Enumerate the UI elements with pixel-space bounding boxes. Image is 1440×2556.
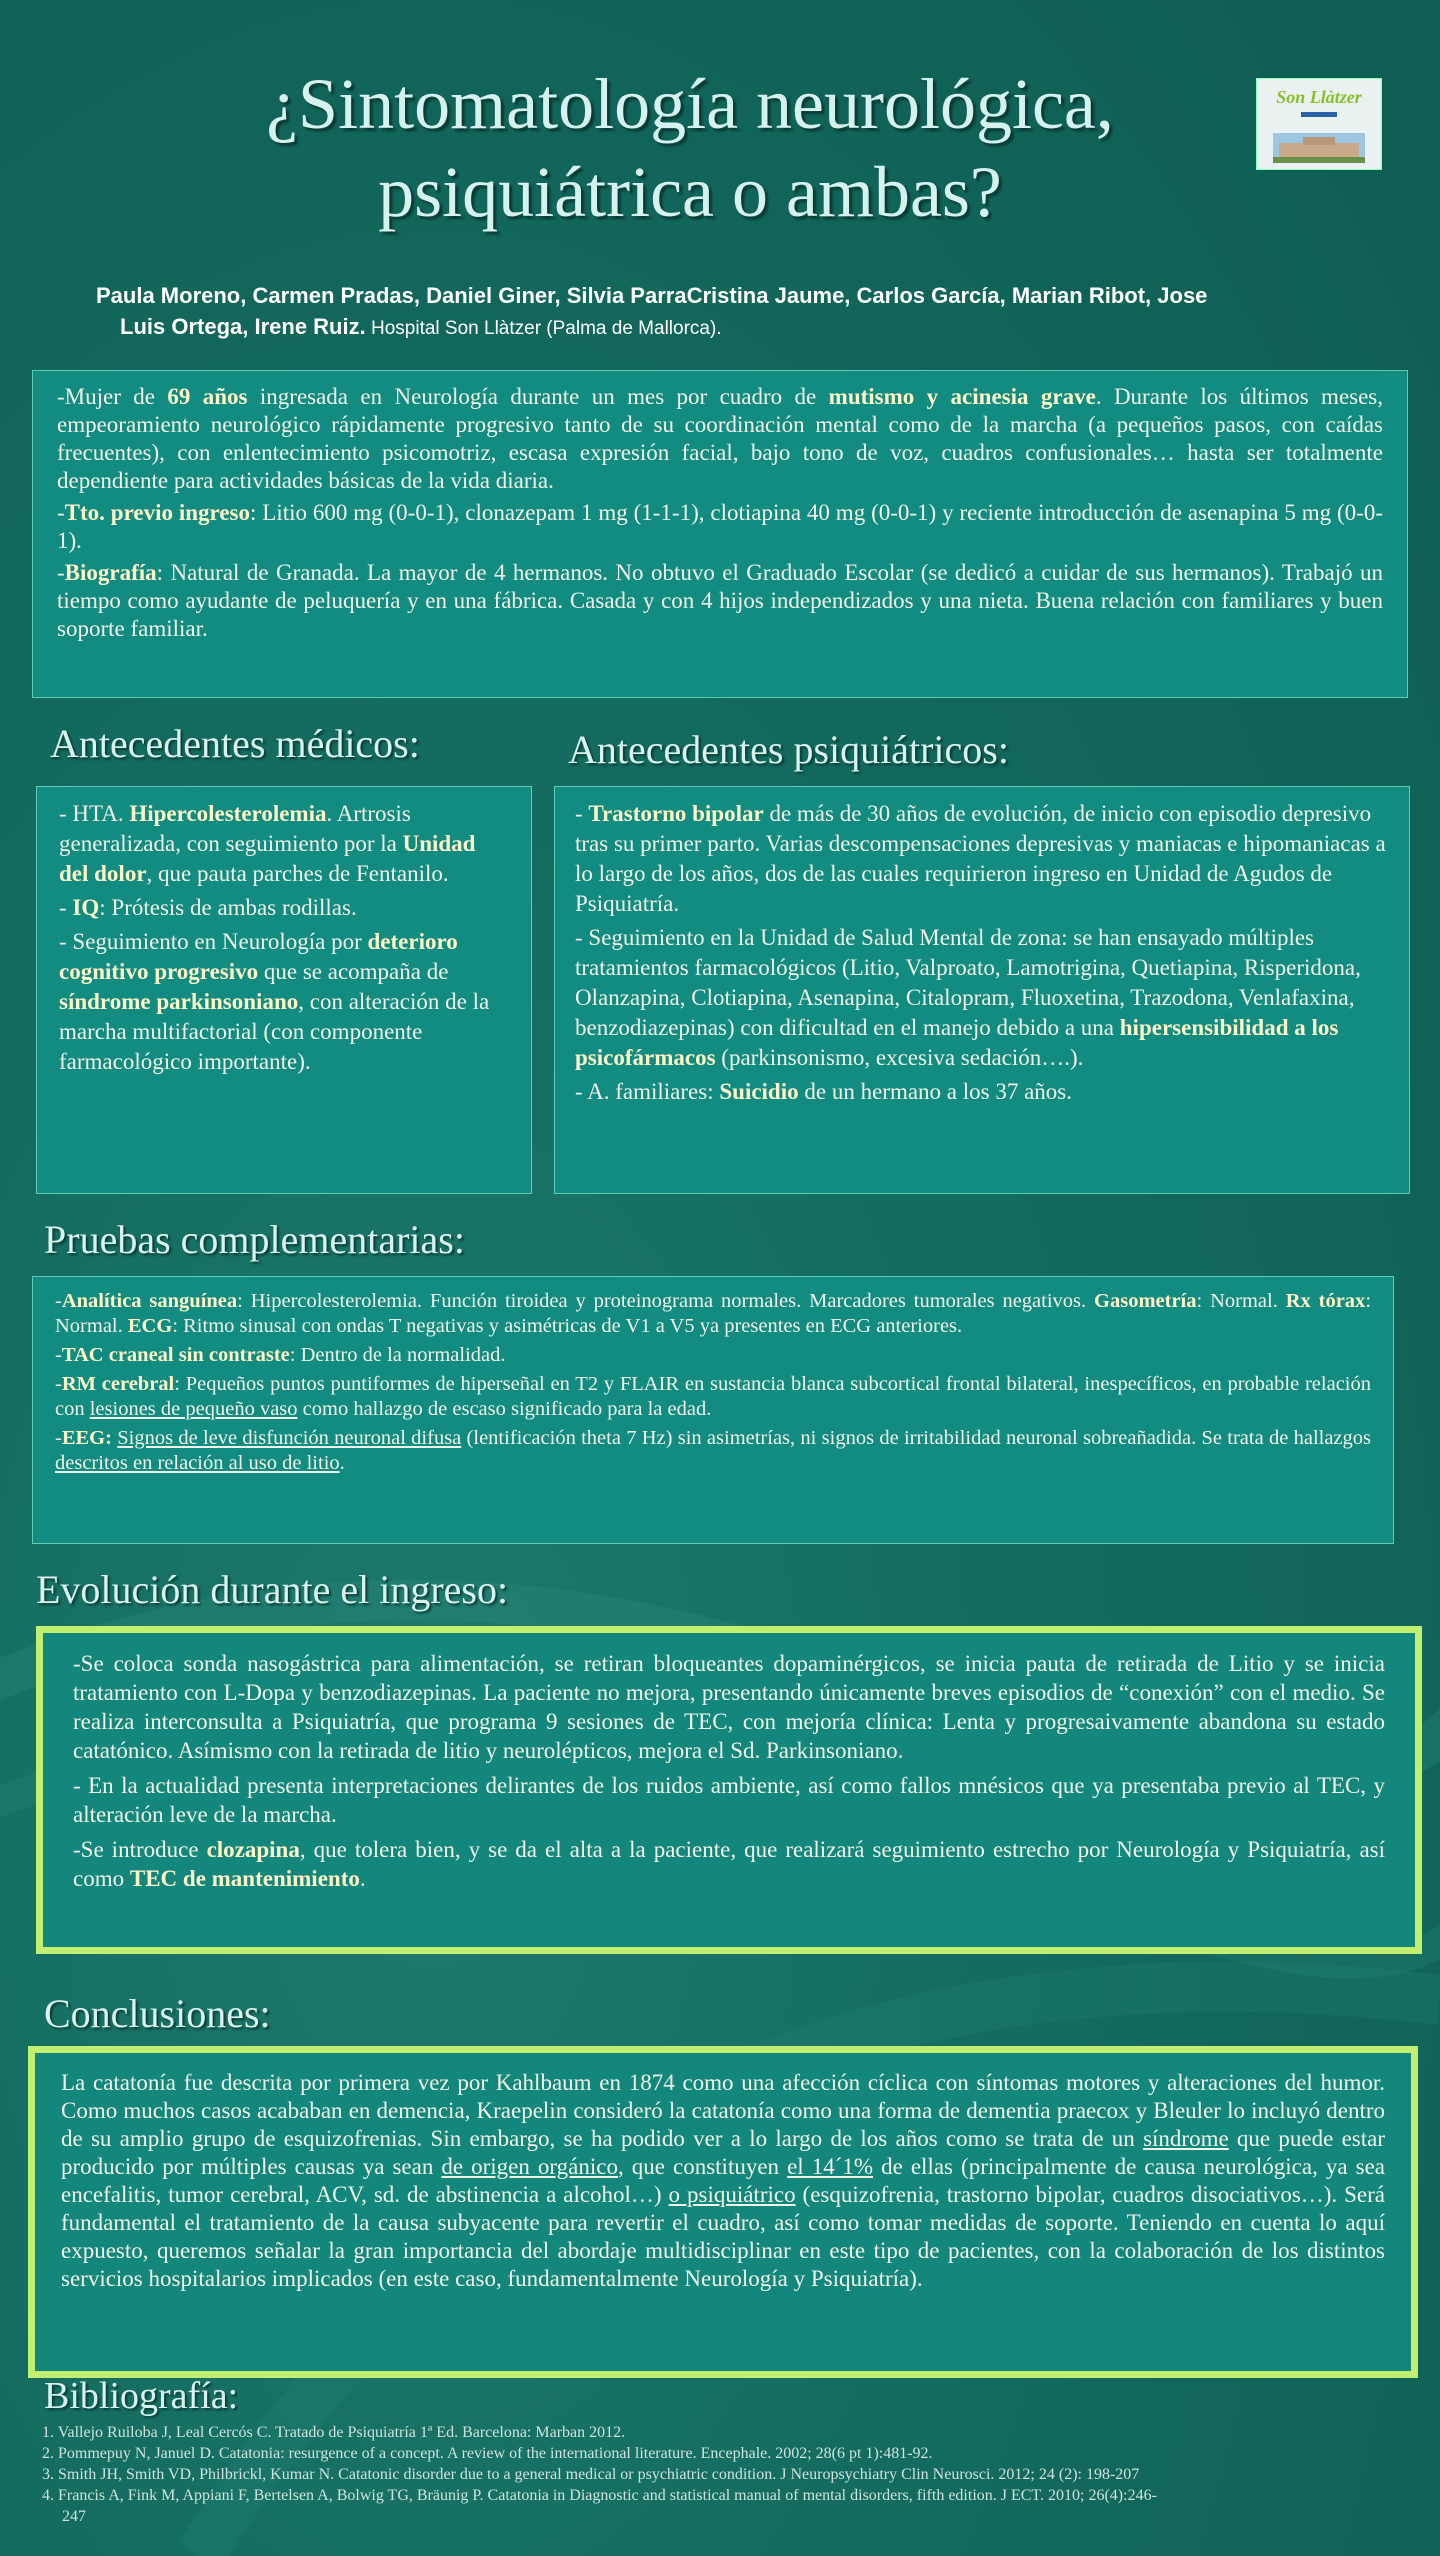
conclusiones-paragraph: La catatonía fue descrita por primera vez por Kahlbaum en 1874 como una afección cíclica con síntomas motores y alteraciones del humor. Como muchos casos acababan en demencia, Kraepelin consideró la catatonía como una forma de dementia praecox y Bleuler lo incluyó dentro de su amplio grupo de esquizofrenias. Sin embargo, se ha podido ver a lo largo de los años como se trata de un síndrome que puede estar producido por múltiples causas ya sean de origen orgánico, que constituyen el 14´1% de ellas (principalmente de causa neurológica, ya sea encefalitis, tumor cerebral, ACV, sd. de abstinencia a alcohol…) o psiquiátrico (esquizofrenia, trastorno bipolar, cuadros disociativos…). Será fundamental el tratamiento de la causa subyacente para revertir el cuadro, así como tomar medidas de soporte. Teniendo en cuenta lo aquí expuesto, queremos señalar la gran importancia del abordaje multidisciplinar en este tipo de pacientes, con la colaboración de los distintos servicios hospitalarios implicados (en este caso, fundamentalmente Neurología y Psiquiatría). [61, 2070, 1386, 2291]
logo-bar [1301, 112, 1337, 117]
antecedentes-medicos-box [36, 786, 532, 1194]
medicos-item-3: - Seguimiento en Neurología por deterioro cognitivo progresivo que se acompaña de síndrome parkinsoniano, con alteración de la marcha multifactorial (con componente farmacológico importante). [59, 929, 490, 1074]
authors [96, 280, 1356, 344]
authors-line-2: Luis Ortega, Irene Ruiz. [120, 314, 366, 339]
title-line-2: psiquiátrica o ambas? [378, 152, 1002, 232]
bibliography-list [42, 2422, 1422, 2527]
intro-paragraph-1: -Mujer de 69 años ingresada en Neurología durante un mes por cuadro de mutismo y acinesia grave. Durante los últimos meses, empeoramiento neurológico rápidamente progresivo tanto de su coordinación mental como de la marcha (a pequeños pasos, con caídas frecuentes), con enlentecimiento psicomotriz, escasa expresión facial, bajo tono de voz, cuadros confusionales… hasta ser totalmente dependiente para actividades básicas de la vida diaria. [57, 384, 1384, 493]
authors-line-1: Paula Moreno, Carmen Pradas, Daniel Giner, Silvia ParraCristina Jaume, Carlos García, Marian Ribot, Jose [96, 283, 1208, 308]
pruebas-paragraph-2: -TAC craneal sin contraste: Dentro de la normalidad. [55, 1344, 506, 1366]
heading-pruebas-complementarias: Pruebas complementarias: [44, 1217, 465, 1262]
pruebas-paragraph-4: -EEG: Signos de leve disfunción neuronal difusa (lentificación theta 7 Hz) sin asimetrías, ni signos de irritabilidad neuronal sobreañadida. Se trata de hallazgos descritos en relación al uso de litio. [55, 1427, 1372, 1474]
reference-1: 1. Vallejo Ruiloba J, Leal Cercós C. Tratado de Psiquiatría 1ª Ed. Barcelona: Marban 2012. [42, 2424, 626, 2441]
reference-4: 4. Francis A, Fink M, Appiani F, Bertelsen A, Bolwig TG, Bräunig P. Catatonia in Diagnostic and statistical manual of mental disorders, fifth edition. J ECT. 2010; 26(4):246- [42, 2487, 1157, 2504]
antecedentes-psiquiatricos-box [554, 786, 1410, 1194]
evolucion-paragraph-3: -Se introduce clozapina, que tolera bien, y se da el alta a la paciente, que realizará seguimiento estrecho por Neurología y Psiquiatría, así como TEC de mantenimiento. [73, 1837, 1385, 1891]
reference-3: 3. Smith JH, Smith VD, Philbrickl, Kumar N. Catatonic disorder due to a general medical or psychiatric condition. J Neuropsychiatry Clin Neurosci. 2012; 24 (2): 198-207 [42, 2466, 1140, 2483]
building-icon [1273, 133, 1365, 163]
medicos-item-1: - HTA. Hipercolesterolemia. Artrosis generalizada, con seguimiento por la Unidad del dolor, que pauta parches de Fentanilo. [59, 801, 476, 886]
heading-bibliografia: Bibliografía: [44, 2375, 239, 2417]
intro-paragraph-3: -Biografía: Natural de Granada. La mayor de 4 hermanos. No obtuvo el Graduado Escolar (se dedicó a cuidar de sus hermanos). Trabajó un tiempo como ayudante de peluquería y en una fábrica. Casada y con 4 hijos independizados y una nieta. Buena relación con familiares y buen soporte familiar. [57, 560, 1383, 641]
case-intro-box [32, 370, 1408, 698]
heading-evolucion: Evolución durante el ingreso: [36, 1567, 509, 1612]
conclusiones-box [28, 2046, 1418, 2378]
hospital-affiliation: Hospital Son Llàtzer (Palma de Mallorca). [365, 318, 722, 339]
hospital-logo [1256, 78, 1382, 170]
evolucion-paragraph-1: -Se coloca sonda nasogástrica para alimentación, se retiran bloqueantes dopaminérgicos, se inicia pauta de retirada de Litio y se inicia tratamiento con L-Dopa y benzodiazepinas. La paciente no mejora, presentando únicamente breves episodios de “conexión” con el medio. Se realiza interconsulta a Psiquiatría, que programa 9 sesiones de TEC, con mejoría clínica: Lenta y progresaivamente abandona su estado catatónico. Asímismo con la retirada de litio y neurolépticos, mejora el Sd. Parkinsoniano. [73, 1651, 1385, 1763]
heading-conclusiones: Conclusiones: [44, 1991, 271, 2036]
psiq-item-1: - Trastorno bipolar de más de 30 años de evolución, de inicio con episodio depresivo tras su primer parto. Varias descompensaciones depresivas y maniacas e hipomaniacas a lo largo de los años, dos de las cuales requirieron ingreso en Unidad de Agudos de Psiquiatría. [575, 801, 1386, 916]
pruebas-box [32, 1276, 1394, 1544]
psiq-item-2: - Seguimiento en la Unidad de Salud Mental de zona: se han ensayado múltiples tratamientos farmacológicos (Litio, Valproato, Lamotrigina, Quetiapina, Risperidona, Olanzapina, Clotiapina, Asenapina, Citalopram, Fluoxetina, Trazodona, Venlafaxina, benzodiazepinas) con dificultad en el manejo debido a una hipersensibilidad a los psicofármacos (parkinsonismo, excesiva sedación….). [575, 925, 1361, 1070]
reference-4-continued: 247 [62, 2508, 86, 2525]
logo-text: Son Llàtzer [1276, 87, 1362, 107]
poster-title [120, 60, 1260, 236]
psiq-item-3: - A. familiares: Suicidio de un hermano a los 37 años. [575, 1079, 1073, 1104]
pruebas-paragraph-3: -RM cerebral: Pequeños puntos puntiformes de hiperseñal en T2 y FLAIR en sustancia blanca subcortical frontal bilateral, inespecíficos, en probable relación con lesiones de pequeño vaso como hallazgo de escaso significado para la edad. [55, 1373, 1371, 1420]
evolucion-paragraph-2: - En la actualidad presenta interpretaciones delirantes de los ruidos ambiente, así como fallos mnésicos que ya presentaba previo al TEC, y alteración leve de la marcha. [73, 1773, 1385, 1827]
heading-antecedentes-psiquiatricos: Antecedentes psiquiátricos: [568, 727, 1009, 772]
evolucion-box [36, 1626, 1422, 1954]
pruebas-paragraph-1: -Analítica sanguínea: Hipercolesterolemia. Función tiroidea y proteinograma normales. Marcadores tumorales negativos. Gasometría: Normal. Rx tórax: Normal. ECG: Ritmo sinusal con ondas T negativas y asimétricas de V1 a V5 ya presentes en ECG anteriores. [55, 1290, 1372, 1337]
medicos-item-2: - IQ: Prótesis de ambas rodillas. [59, 895, 357, 920]
title-line-1: ¿Sintomatología neurológica, [266, 64, 1114, 144]
reference-2: 2. Pommepuy N, Januel D. Catatonia: resurgence of a concept. A review of the international literature. Encephale. 2002; 28(6 pt 1):481-92. [42, 2445, 933, 2462]
heading-antecedentes-medicos: Antecedentes médicos: [50, 721, 420, 766]
intro-paragraph-2: -Tto. previo ingreso: Litio 600 mg (0-0-1), clonazepam 1 mg (1-1-1), clotiapina 40 mg (0-0-1) y reciente introducción de asenapina 5 mg (0-0-1). [57, 500, 1383, 553]
